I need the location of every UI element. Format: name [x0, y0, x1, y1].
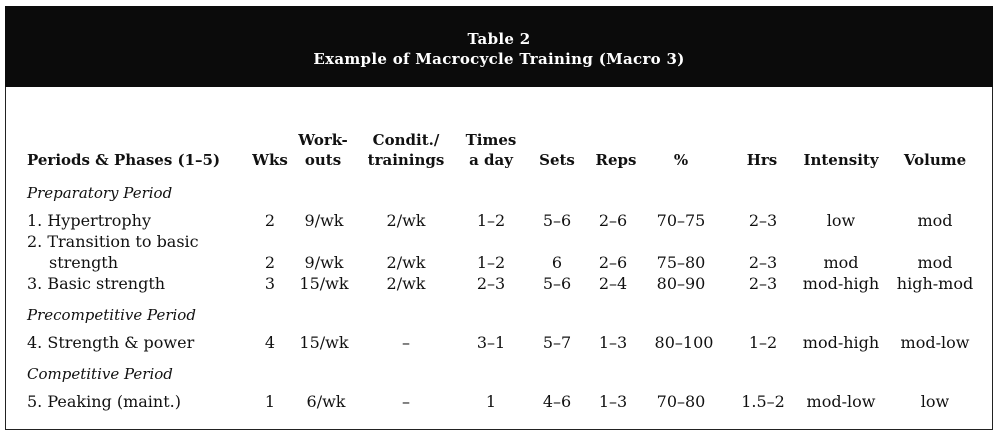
- row2-phase: 2. Transition to basic: [27, 232, 199, 251]
- row3-wks: 3: [264, 274, 276, 293]
- row3-times: 2–3: [476, 274, 506, 293]
- row4-phase: 4. Strength & power: [27, 333, 195, 352]
- row2-condit: 2/wk: [386, 253, 426, 272]
- row1-hrs: 2–3: [748, 211, 778, 230]
- row5-volume: low: [920, 392, 950, 411]
- row5-condit: –: [402, 392, 410, 411]
- row2-volume: mod: [917, 253, 953, 272]
- row1-reps: 2–6: [598, 211, 628, 230]
- row3-volume: high-mod: [896, 274, 974, 293]
- row3-reps: 2–4: [598, 274, 628, 293]
- row4-percent: 80–100: [654, 333, 714, 352]
- header-wks: Wks: [252, 151, 288, 169]
- row2-wks: 2: [264, 253, 276, 272]
- row4-workouts: 15/wk: [299, 333, 349, 352]
- header-reps: Reps: [595, 151, 637, 169]
- row2-percent: 75–80: [656, 253, 706, 272]
- row4-condit: –: [402, 333, 410, 352]
- row2-workouts: 9/wk: [304, 253, 344, 272]
- header-intensity: Intensity: [803, 151, 879, 169]
- row5-percent: 70–80: [656, 392, 706, 411]
- row1-condit: 2/wk: [386, 211, 426, 230]
- row3-hrs: 2–3: [748, 274, 778, 293]
- header-volume: Volume: [903, 151, 967, 169]
- row1-workouts: 9/wk: [304, 211, 344, 230]
- row2-times: 1–2: [476, 253, 506, 272]
- row5-wks: 1: [264, 392, 276, 411]
- header-hrs: Hrs: [746, 151, 778, 169]
- row2-hrs: 2–3: [748, 253, 778, 272]
- table-number: Table 2: [467, 30, 531, 48]
- row4-hrs: 1–2: [748, 333, 778, 352]
- row4-sets: 5–7: [542, 333, 572, 352]
- header-workouts-line2: outs: [304, 151, 342, 169]
- header-condit-line1: Condit./: [372, 131, 440, 149]
- row2-phase-continued: strength: [49, 253, 119, 272]
- row5-reps: 1–3: [598, 392, 628, 411]
- section-competitive: Competitive Period: [27, 365, 173, 383]
- header-sets: Sets: [539, 151, 575, 169]
- header-condit-line2: trainings: [367, 151, 445, 169]
- row1-sets: 5–6: [542, 211, 572, 230]
- row5-hrs: 1.5–2: [741, 392, 785, 411]
- row2-sets: 6: [551, 253, 563, 272]
- row2-reps: 2–6: [598, 253, 628, 272]
- row4-intensity: mod-high: [802, 333, 880, 352]
- header-percent: %: [673, 151, 689, 169]
- header-times-line1: Times: [465, 131, 517, 149]
- row5-intensity: mod-low: [806, 392, 876, 411]
- row1-intensity: low: [826, 211, 856, 230]
- row1-phase: 1. Hypertrophy: [27, 211, 151, 230]
- row5-workouts: 6/wk: [306, 392, 346, 411]
- row4-times: 3–1: [476, 333, 506, 352]
- section-preparatory: Preparatory Period: [27, 184, 173, 202]
- row5-sets: 4–6: [542, 392, 572, 411]
- row4-wks: 4: [264, 333, 276, 352]
- table-title: Example of Macrocycle Training (Macro 3): [313, 50, 685, 68]
- row1-percent: 70–75: [656, 211, 706, 230]
- row3-workouts: 15/wk: [299, 274, 349, 293]
- row1-wks: 2: [264, 211, 276, 230]
- row2-intensity: mod: [823, 253, 859, 272]
- row4-volume: mod-low: [900, 333, 970, 352]
- section-precompetitive: Precompetitive Period: [27, 306, 196, 324]
- row3-condit: 2/wk: [386, 274, 426, 293]
- row1-times: 1–2: [476, 211, 506, 230]
- row4-reps: 1–3: [598, 333, 628, 352]
- header-times-line2: a day: [469, 151, 513, 169]
- row3-percent: 80–90: [656, 274, 706, 293]
- row5-times: 1: [485, 392, 497, 411]
- row1-volume: mod: [917, 211, 953, 230]
- row5-phase: 5. Peaking (maint.): [27, 392, 181, 411]
- header-periods: Periods & Phases (1–5): [27, 151, 221, 169]
- row3-phase: 3. Basic strength: [27, 274, 166, 293]
- header-workouts-line1: Work-: [298, 131, 348, 149]
- table-title-bar: [5, 6, 993, 87]
- row3-intensity: mod-high: [802, 274, 880, 293]
- row3-sets: 5–6: [542, 274, 572, 293]
